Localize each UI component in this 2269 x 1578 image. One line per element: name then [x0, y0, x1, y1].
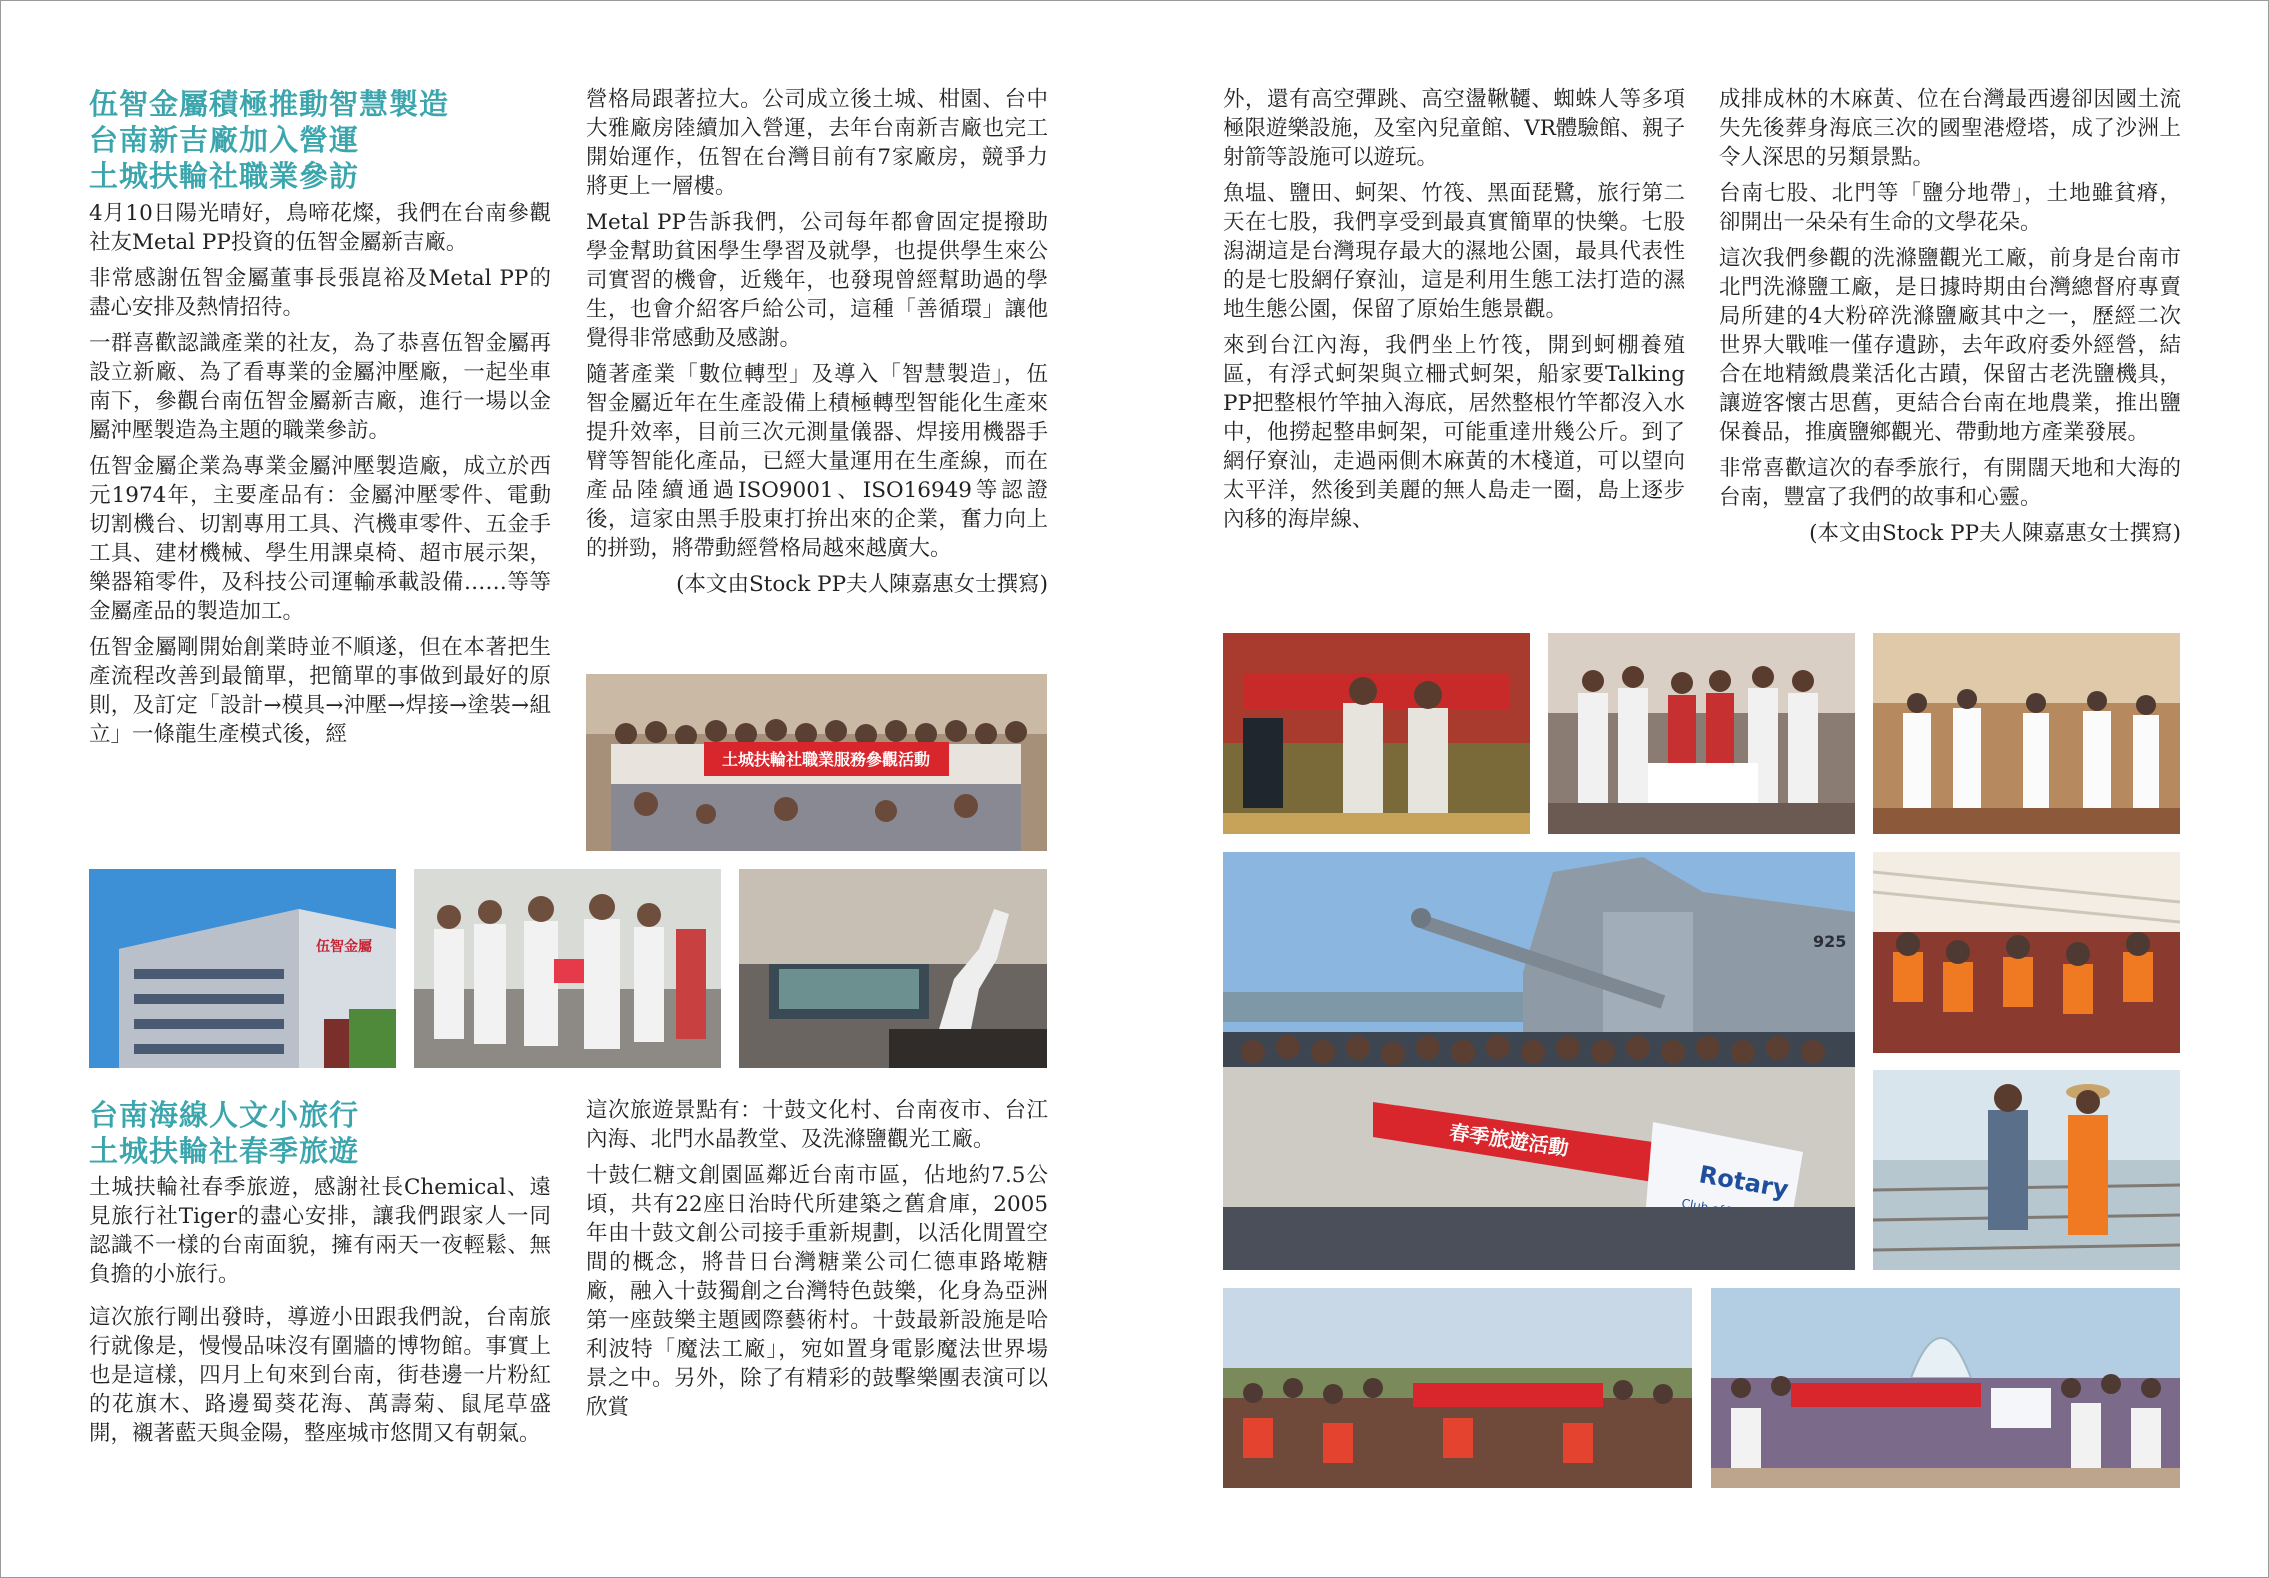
- factory-building-photo: [89, 869, 396, 1068]
- paragraph: 伍智金屬剛開始創業時並不順遂，但在本著把生產流程改善到最簡單，把簡單的事做到最好的原則，及訂定「設計→模具→沖壓→焊接→塗裝→組立」一條龍生產模式後，經: [89, 635, 551, 747]
- author-signature: (本文由Stock PP夫人陳嘉惠女士撰寫): [676, 572, 1048, 597]
- article1-title: [89, 86, 449, 194]
- paragraph: 這次我們參觀的洗滌鹽觀光工廠，前身是台南市北門洗滌鹽工廠，是日據時期由台灣總督府專賣局所建的4大粉碎洗滌鹽廠其中之一，歷經二次世界大戰唯一僅存遺跡，去年政府委外經營，結合在地精緻農業活化古蹟，保留古老洗鹽機具，讓遊客懷古思舊，更結合台南在地農業，推出鹽保養品，推廣鹽鄉觀光、帶動地方產業發展。: [1719, 246, 2181, 445]
- paragraph: 非常喜歡這次的春季旅行，有開闊天地和大海的台南，豐富了我們的故事和心靈。: [1719, 456, 2181, 510]
- group-photo-factory: [586, 674, 1047, 851]
- paragraph: 這次旅遊景點有：十鼓文化村、台南夜市、台江內海、北門水晶教堂、及洗滌鹽觀光工廠。: [586, 1098, 1048, 1152]
- boat-life-vest-photo: [1873, 852, 2180, 1053]
- ship-banner-text: 春季旅遊活動: [1447, 1119, 1571, 1161]
- article1-column-2: [586, 85, 1048, 599]
- factory-sign-text: 伍智金屬: [316, 939, 372, 955]
- group-banner-text: 土城扶輪社職業服務參觀活動: [721, 750, 931, 769]
- paragraph: 隨著產業「數位轉型」及導入「智慧製造」，伍智金屬近年在生產設備上積極轉型智能化生產來提升效率，目前三次元測量儀器、焊接用機器手臂等智能化產品，已經大量運用在生產線，而在產品陸續通過ISO9001、ISO16949等認證後，這家由黑手股東打拚出來的企業，奮力向上的拼勁，將帶動經營格局越來越廣大。: [586, 362, 1048, 561]
- article1-title-line: 土城扶輪社職業參訪: [89, 159, 360, 193]
- ship-number-text: 925: [1813, 932, 1847, 951]
- right-column-1: [1223, 85, 1685, 541]
- article1-title-line: 台南新吉廠加入營運: [89, 123, 360, 157]
- article1-column-1: [89, 199, 551, 756]
- paragraph: 伍智金屬企業為專業金屬沖壓製造廠，成立於西元1974年，主要產品有：金屬沖壓零件、電動切割機台、切割專用工具、汽機車零件、五金手工具、建材機械、學生用課桌椅、超市展示架，樂器箱零件，及科技公司運輸承載設備……等等金屬產品的製造加工。: [89, 454, 551, 624]
- paragraph: 4月10日陽光晴好，鳥啼花燦，我們在台南參觀社友Metal PP投資的伍智金屬新吉廠。: [89, 201, 551, 255]
- rotary-flag-brand: Rotary: [1696, 1160, 1791, 1204]
- article2-column-1: [89, 1173, 551, 1455]
- author-signature: (本文由Stock PP夫人陳嘉惠女士撰寫): [1809, 521, 2181, 546]
- paragraph: 外，還有高空彈跳、高空盪鞦韆、蜘蛛人等多項極限遊樂設施，及室內兒童館、VR體驗館、親子射箭等設施可以遊玩。: [1223, 87, 1685, 170]
- article1-title-line: 伍智金屬積極推動智慧製造: [89, 87, 450, 121]
- article2-title-line: 土城扶輪社春季旅遊: [89, 1134, 360, 1168]
- paragraph: 這次旅行剛出發時，導遊小田跟我們說，台南旅行就像是，慢慢品味沒有圍牆的博物館。事實上也是這樣，四月上旬來到台南，街巷邊一片粉紅的花旗木、路邊蜀葵花海、萬壽菊、鼠尾草盛開，襯著藍天與金陽，整座城市悠閒又有朝氣。: [89, 1305, 551, 1446]
- award-presentation-photo: [414, 869, 721, 1068]
- crystal-church-group-photo: [1711, 1288, 2180, 1488]
- article2-title-line: 台南海線人文小旅行: [89, 1098, 360, 1132]
- dinner-stage-photo: [1223, 633, 1530, 834]
- warship-group-photo: [1223, 852, 1855, 1270]
- article2-title: [89, 1097, 359, 1169]
- right-column-2: [1719, 85, 2181, 548]
- paragraph: Metal PP告訴我們，公司每年都會固定提撥助學金幫助貧困學生學習及就學，也提供學生來公司實習的機會，近幾年，也發現曾經幫助過的學生，也會介紹客戶給公司，這種「善循環」讓他覺得非常感動及感謝。: [586, 210, 1048, 351]
- paragraph: 來到台江內海，我們坐上竹筏，開到蚵棚養殖區，有浮式蚵架與立柵式蚵架，船家要Talking PP把整根竹竿抽入海底，居然整根竹竿都沒入水中，他撈起整串蚵架，可能重達卅幾公斤。到了網仔寮汕，走過兩側木麻黃的木棧道，可以望向太平洋，然後到美麗的無人島走一圈，島上逐步內移的海岸線、: [1223, 333, 1685, 532]
- wetland-group-photo: [1223, 1288, 1692, 1488]
- paragraph: 營格局跟著拉大。公司成立後土城、柑園、台中大雅廠房陸續加入營運，去年台南新吉廠也完工開始運作，伍智在台灣目前有7家廠房，競爭力將更上一層樓。: [586, 87, 1048, 199]
- paragraph: 土城扶輪社春季旅遊，感謝社長Chemical、遠見旅行社Tiger的盡心安排，讓我們跟家人一同認識不一樣的台南面貌，擁有兩天一夜輕鬆、無負擔的小旅行。: [89, 1175, 551, 1287]
- article2-column-2: [586, 1096, 1048, 1429]
- oyster-farm-photo: [1873, 1070, 2180, 1270]
- paragraph: 魚塭、鹽田、蚵架、竹筏、黑面琵鷺，旅行第二天在七股，我們享受到最真實簡單的快樂。七股潟湖這是台灣現存最大的濕地公園，最具代表性的是七股網仔寮汕，這是利用生態工法打造的濕地生態公園，保留了原始生態景觀。: [1223, 181, 1685, 322]
- banquet-hall-photo: [1873, 633, 2180, 834]
- paragraph: 十鼓仁糖文創園區鄰近台南市區，佔地約7.5公頃，共有22座日治時代所建築之舊倉庫，2005年由十鼓文創公司接手重新規劃，以活化閒置空間的概念，將昔日台灣糖業公司仁德車路墘糖廠，融入十鼓獨創之台灣特色鼓樂，化身為亞洲第一座鼓樂主題國際藝術村。十鼓最新設施是哈利波特「魔法工廠」，宛如置身電影魔法世界場景之中。另外，除了有精彩的鼓擊樂團表演可以欣賞: [586, 1163, 1048, 1420]
- robot-arm-photo: [739, 869, 1047, 1068]
- paragraph: 非常感謝伍智金屬董事長張崑裕及Metal PP的盡心安排及熱情招待。: [89, 266, 551, 320]
- paragraph: 台南七股、北門等「鹽分地帶」，土地雖貧瘠，卻開出一朵朵有生命的文學花朵。: [1719, 181, 2181, 235]
- paragraph: 一群喜歡認識產業的社友，為了恭喜伍智金屬再設立新廠、為了看專業的金屬沖壓廠，一起坐車南下，參觀台南伍智金屬新吉廠，進行一場以金屬沖壓製造為主題的職業參訪。: [89, 331, 551, 443]
- paragraph: 成排成林的木麻黃、位在台灣最西邊卻因國土流失先後葬身海底三次的國聖港燈塔，成了沙洲上令人深思的另類景點。: [1719, 87, 2181, 170]
- cake-cutting-photo: [1548, 633, 1855, 834]
